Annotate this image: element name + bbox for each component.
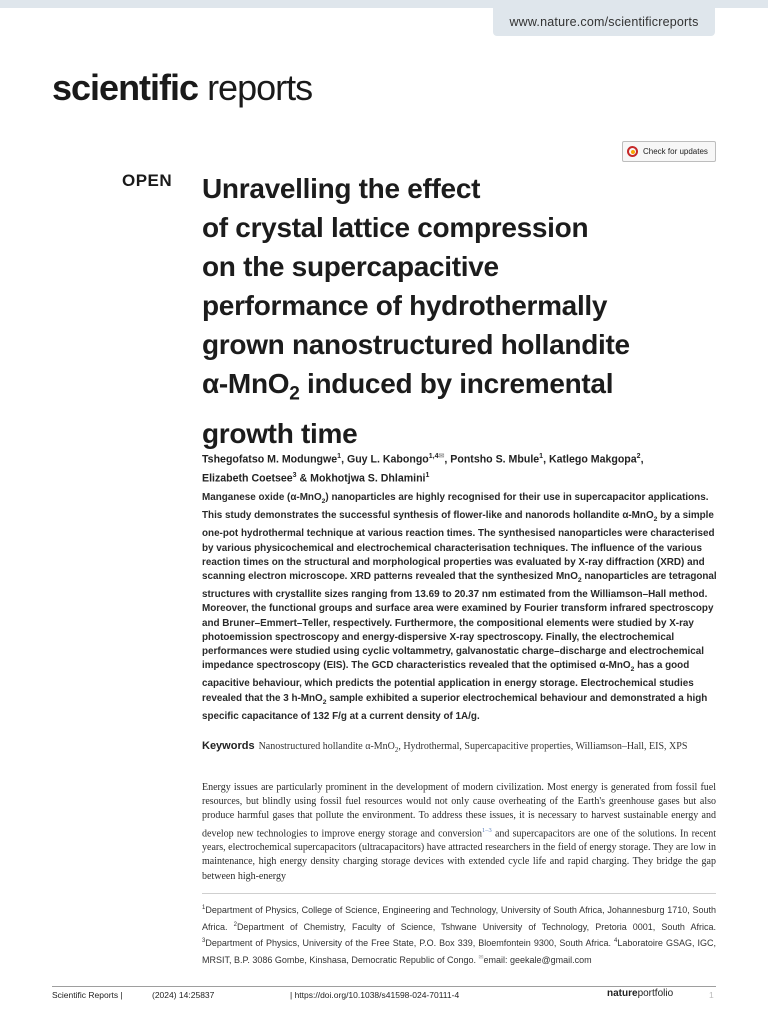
abstract-text: has a good capacitive behaviour, which predicts the potential application in energy storage. Electrochemical studies revealed that the 3 h-MnO xyxy=(202,660,694,704)
separator: , xyxy=(640,453,644,466)
divider xyxy=(202,893,716,894)
envelope-icon[interactable]: ✉ xyxy=(438,453,445,460)
affiliation-number: 3 xyxy=(202,938,206,944)
affiliation-number: 1 xyxy=(202,905,206,911)
affiliation-marker: 1 xyxy=(539,453,544,460)
footer-citation: (2024) 14:25837 xyxy=(152,990,215,1000)
author-name[interactable]: Pontsho S. Mbule xyxy=(450,453,540,466)
separator: , xyxy=(543,453,549,466)
journal-logo[interactable] xyxy=(52,66,312,110)
affiliation-text: Department of Chemistry, Faculty of Science, Tshwane University of Technology, Pretoria 0001, South Africa. xyxy=(236,921,716,932)
title-line: Unravelling the effect xyxy=(202,173,481,204)
affiliation-marker: 1,4 xyxy=(428,453,439,460)
brand-bold: nature xyxy=(607,988,638,999)
title-part: induced by incremental xyxy=(299,368,614,399)
nature-portfolio-logo xyxy=(607,988,674,999)
subscript: 2 xyxy=(321,497,326,505)
affiliation-text: Department of Physics, College of Science, Engineering and Technology, University of South Africa, Johannesburg 1710, South Africa. xyxy=(202,905,716,932)
title-line: grown nanostructured hollandite xyxy=(202,329,630,360)
subscript: 2 xyxy=(394,747,399,754)
separator: & xyxy=(296,472,311,485)
affiliation-marker: 2 xyxy=(636,453,641,460)
intro-text: and supercapacitors are one of the solutions. In recent years, electrochemical supercapacitors (ultracapacitors) have attracted researchers in the field of energy storage. They are low in maintenance, high energy density charging storage devices with extended cycle life and rapid charging. They bridge the gap between high-energy xyxy=(202,827,716,882)
check-for-updates-label: Check for updates xyxy=(643,147,708,156)
page-footer xyxy=(52,990,716,1004)
keywords-text: , Hydrothermal, Supercapacitive properties, Williamson–Hall, EIS, XPS xyxy=(398,741,688,752)
author-name[interactable]: Tshegofatso M. Modungwe xyxy=(202,453,338,466)
article-title xyxy=(202,169,722,453)
abstract-text: by a simple one-pot hydrothermal technique at various reaction times. The synthesised nanoparticles were characterised by various physicochemical and electrochemical characterisation techniques. The influence of the various reaction times on the structural and morphological properties was evaluated by X-ray diffraction (XRD) and scanning electron microscope. XRD patterns revealed that the synthesized MnO xyxy=(202,510,715,582)
affiliations xyxy=(202,901,716,967)
author-name[interactable]: Katlego Makgopa xyxy=(548,453,637,466)
title-subscript: 2 xyxy=(289,383,300,405)
envelope-icon: ✉ xyxy=(478,954,484,961)
title-line xyxy=(202,364,722,414)
author-list xyxy=(202,449,722,486)
title-part: α-MnO xyxy=(202,368,290,399)
affiliation-number: 2 xyxy=(233,921,237,928)
subscript: 2 xyxy=(577,576,582,584)
subscript: 2 xyxy=(322,698,327,706)
title-line: growth time xyxy=(202,417,358,449)
footer-doi-link[interactable]: | https://doi.org/10.1038/s41598-024-70111-4 xyxy=(290,990,460,1000)
corresponding-email[interactable]: email: geekale@gmail.com xyxy=(483,954,592,965)
affiliation-text: Laboratoire GSAG, IGC, MRSIT, B.P. 3086 Gombe, Kinshasa, Democratic Republic of Congo. xyxy=(202,938,717,965)
title-line: on the supercapacitive xyxy=(202,251,499,282)
abstract xyxy=(202,491,720,724)
intro-text: Energy issues are particularly prominent in the development of modern civilization. Most energy is generated from fossil fuel resources, but blindly using fossil fuel resources would not only cause overheating of the Earth's greenhouse gases but also produce harmful gases that pollute the environment. To address these issues, it is necessary to harvest sustainable energy and develop new technologies to improve energy storage and conversion xyxy=(202,782,716,839)
author-name[interactable]: Mokhotjwa S. Dhlamini xyxy=(310,472,426,485)
title-line: performance of hydrothermally xyxy=(202,290,608,321)
affiliation-marker: 3 xyxy=(292,471,297,479)
keywords xyxy=(202,739,722,758)
abstract-text: sample exhibited a superior electrochemical behaviour and demonstrated a high specific capacitance of 132 F/g at a current density of 1A/g. xyxy=(202,692,708,722)
separator: , xyxy=(341,453,347,466)
subscript: 2 xyxy=(630,666,635,674)
affiliation-marker: 1 xyxy=(425,471,430,479)
brand-light: portfolio xyxy=(637,988,674,999)
affiliation-number: 4 xyxy=(614,938,618,944)
abstract-text: ) nanoparticles are highly recognised for their use in supercapacitor applications. This study demonstrates the successful synthesis of flower-like and nanorods hollandite α-MnO xyxy=(202,492,709,522)
keywords-text: Nanostructured hollandite α-MnO xyxy=(258,741,395,752)
top-bar xyxy=(0,0,768,8)
open-access-label: OPEN xyxy=(122,171,173,190)
affiliation-text: Department of Physics, University of the Free State, P.O. Box 339, Bloemfontein 9300, South Africa. xyxy=(205,938,615,948)
introduction-paragraph xyxy=(202,781,716,884)
reference-link[interactable]: 1–3 xyxy=(482,826,492,834)
footer-journal: Scientific Reports | xyxy=(52,990,123,1000)
author-name[interactable]: Elizabeth Coetsee xyxy=(202,472,293,485)
footer-divider xyxy=(52,986,716,987)
logo-bold: scientific xyxy=(52,67,199,108)
separator: , xyxy=(444,453,451,466)
title-line: of crystal lattice compression xyxy=(202,212,589,243)
journal-url[interactable]: www.nature.com/scientificreports xyxy=(493,8,715,36)
logo-light: reports xyxy=(198,67,313,108)
abstract-text: Manganese oxide (α-MnO xyxy=(202,492,322,503)
affiliation-marker: 1 xyxy=(337,453,342,460)
check-for-updates-button[interactable] xyxy=(622,141,716,162)
abstract-text: nanoparticles are tetragonal structures with crystallite sizes ranging from 13.69 to 20.37 nm estimated from the Williamson–Hall method. Moreover, the functional groups and surface area were examined by Fourier transform infrared spectroscopy and Bruner–Emmert–Teller, respectively. Furthermore, the compositional elements were studied by X-ray photoemission spectroscopy and energy-dispersive X-ray spectroscopy. Finally, the electrochemical performances were studied using cyclic voltammetry, galvanostatic charge–discharge and electrochemical impedance spectroscopy (EIS). The GCD characteristics revealed that the optimised α-MnO xyxy=(202,570,717,672)
keywords-heading: Keywords xyxy=(202,740,255,752)
page-number: 1 xyxy=(709,990,714,1000)
author-name[interactable]: Guy L. Kabongo xyxy=(346,453,429,466)
crossmark-icon xyxy=(627,146,638,157)
subscript: 2 xyxy=(653,516,658,524)
